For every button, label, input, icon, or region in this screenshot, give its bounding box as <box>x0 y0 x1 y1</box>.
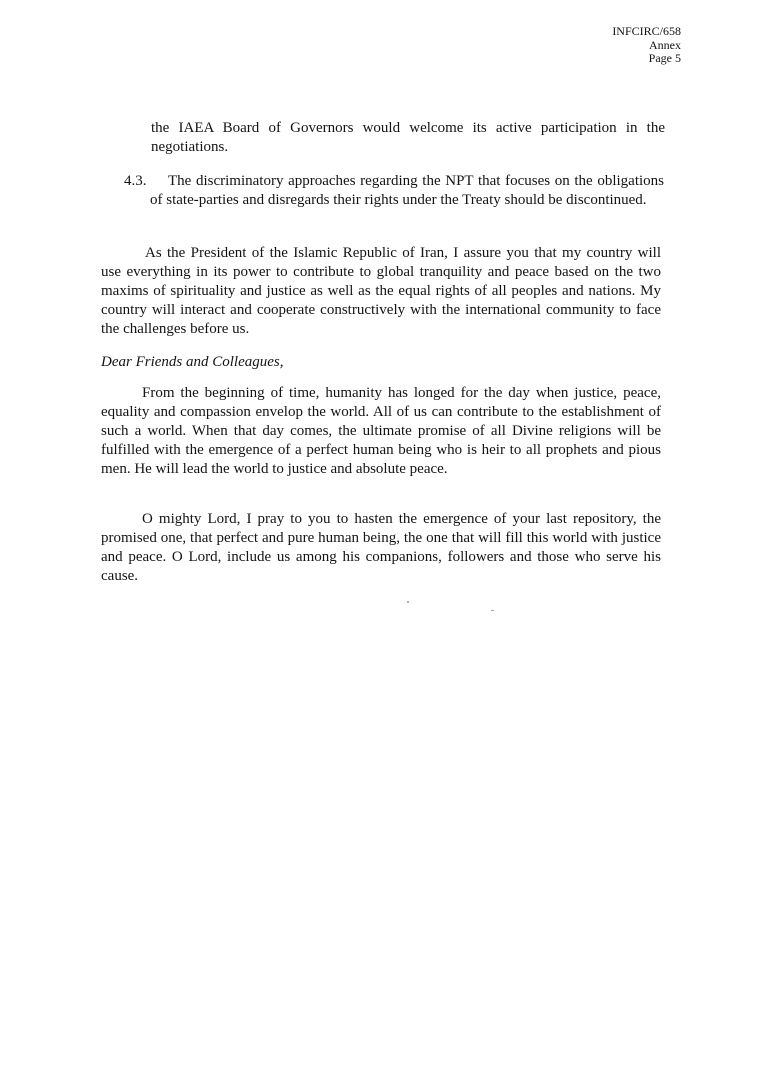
salutation: Dear Friends and Colleagues, <box>101 354 284 370</box>
page-header <box>612 25 681 66</box>
list-item-number: 4.3. <box>124 173 147 189</box>
paragraph-president-assurance: As the President of the Islamic Republic of Iran, I assure you that my country will use everything in its power to contribute to global tranquility and peace based on the two maxims of spirituality and justice as well as the equal rights of all peoples and nations. My country will interact and cooperate constructively with the international community to face the challenges before us. <box>101 245 661 337</box>
paragraph-continuation: the IAEA Board of Governors would welcome its active participation in the negotiations. <box>151 120 665 155</box>
section-label: Annex <box>649 37 681 52</box>
list-item-4-3 <box>124 172 664 210</box>
paragraph-humanity: From the beginning of time, humanity has longed for the day when justice, peace, equality and compassion envelop the world. All of us can contribute to the establishment of such a world. When that day comes, the ultimate promise of all Divine religions will be fulfilled with the emergence of a perfect human being who is heir to all prophets and pious men. He will lead the world to justice and absolute peace. <box>101 385 661 477</box>
scan-speck <box>491 610 494 611</box>
page-number: Page 5 <box>648 51 681 65</box>
list-item-text: The discriminatory approaches regarding the NPT that focuses on the obligations of state-parties and disregards their rights under the Treaty should be discontinued. <box>150 173 664 208</box>
paragraph-prayer: O mighty Lord, I pray to you to hasten the emergence of your last repository, the promised one, that perfect and pure human being, the one that will fill this world with justice and peace. O Lord, include us among his companions, followers and those who serve his cause. <box>101 511 661 584</box>
scan-speck <box>407 601 409 603</box>
document-id: INFCIRC/658 <box>612 24 681 38</box>
